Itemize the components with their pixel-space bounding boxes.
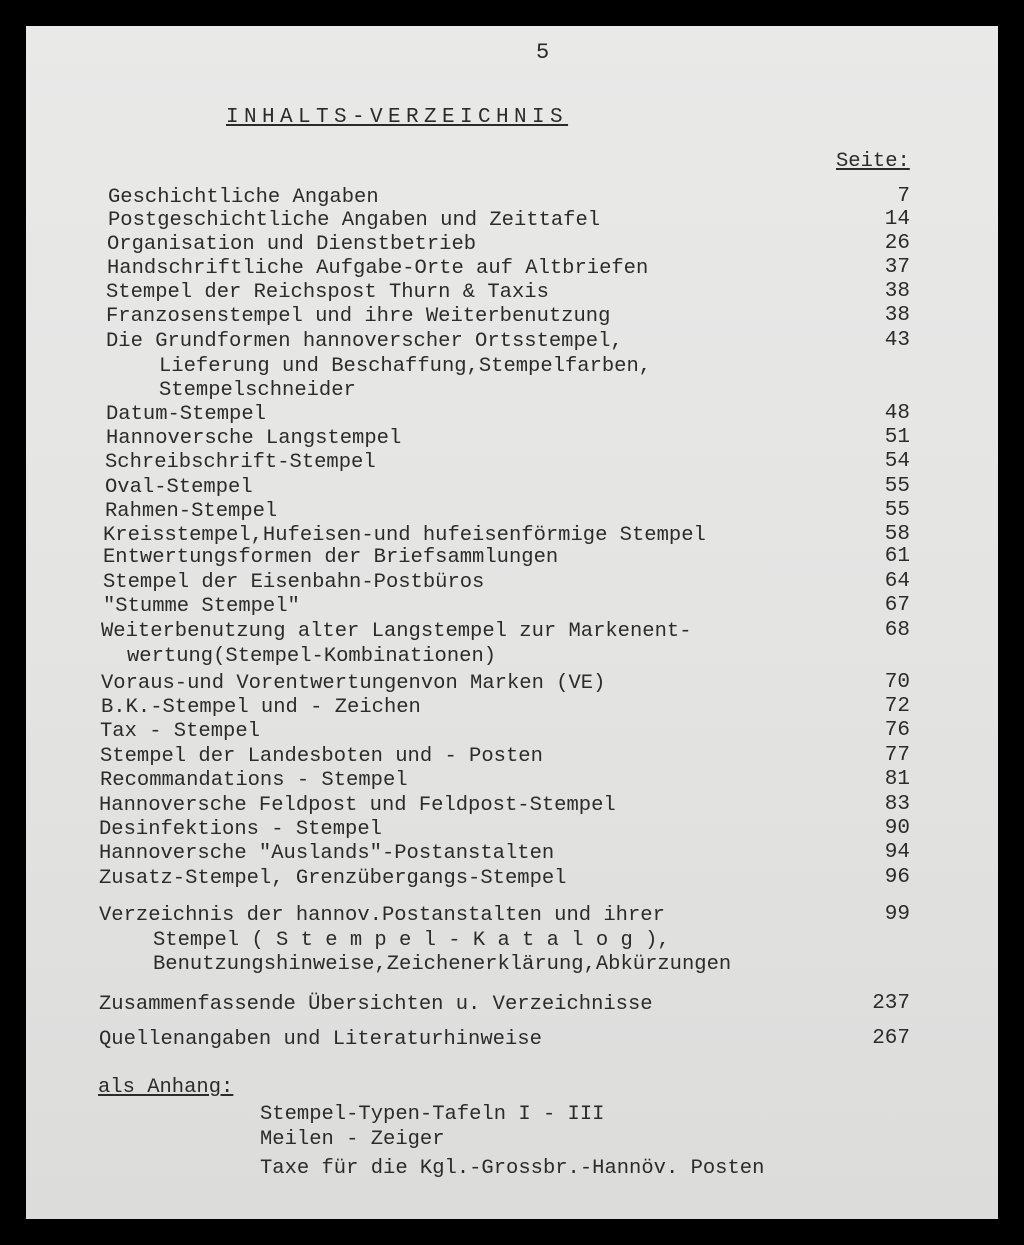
appendix-item: Stempel-Typen-Tafeln I - III [260,1103,605,1126]
toc-entry-page: 70 [884,671,910,694]
toc-entry-title: Die Grundformen hannoverscher Ortsstempel, [106,330,623,353]
toc-entry-page: 267 [872,1027,910,1050]
toc-entry-title: Stempel der Landesboten und - Posten [100,745,543,768]
toc-entry-title: Geschichtliche Angaben [108,186,379,209]
toc-entry-continuation: wertung(Stempel-Kombinationen) [127,644,497,668]
toc-entry-page: 14 [884,208,910,231]
toc-entry-page: 37 [884,256,910,279]
page-number: 5 [536,40,550,65]
column-header-seite: Seite: [836,150,910,173]
toc-entry-title: Kreisstempel,Hufeisen-und hufeisenförmige Stempel [103,524,706,547]
toc-entry-title: Datum-Stempel [106,403,266,426]
toc-entry-page: 76 [884,719,910,742]
toc-entry-continuation: Stempel ( S t e m p e l - K a t a l o g ), [153,928,670,952]
toc-entry-title: Rahmen-Stempel [105,500,278,523]
appendix-item: Taxe für die Kgl.-Grossbr.-Hannöv. Posten [260,1157,765,1180]
toc-entry-page: 48 [884,402,910,425]
document-page [26,26,998,1219]
toc-entry-title: Schreibschrift-Stempel [105,451,376,474]
toc-entry-title: Verzeichnis der hannov.Postanstalten und ihrer [99,904,665,927]
toc-entry-title: Franzosenstempel und ihre Weiterbenutzung [106,305,611,328]
toc-entry-page: 99 [884,903,910,926]
toc-entry-title: Zusammenfassende Übersichten u. Verzeichnisse [99,993,653,1016]
toc-entry-page: 43 [884,329,910,352]
toc-entry-page: 54 [884,450,910,473]
toc-entry-title: Recommandations - Stempel [100,769,408,792]
toc-entry-title: Voraus-und Vorentwertungenvon Marken (VE) [101,672,606,695]
toc-entry-title: "Stumme Stempel" [103,595,300,618]
toc-entry-title: Hannoversche Langstempel [106,427,402,450]
appendix-item: Meilen - Zeiger [260,1128,445,1151]
toc-entry-page: 55 [884,475,910,498]
toc-entry-page: 26 [884,232,910,255]
toc-entry-title: Oval-Stempel [105,476,253,499]
toc-entry-title: Desinfektions - Stempel [99,818,382,841]
toc-entry-page: 72 [884,695,910,718]
toc-entry-page: 68 [884,619,910,642]
toc-entry-page: 90 [884,817,910,840]
toc-entry-title: Stempel der Reichspost Thurn & Taxis [106,281,549,304]
toc-entry-continuation: Benutzungshinweise,Zeichenerklärung,Abkürzungen [153,953,732,976]
toc-entry-continuation: Stempelschneider [159,379,356,402]
toc-entry-page: 77 [884,744,910,767]
toc-entry-page: 64 [884,570,910,593]
toc-entry-title: Hannoversche Feldpost und Feldpost-Stempel [99,794,616,817]
toc-entry-title: Quellenangaben und Literaturhinweise [99,1028,542,1051]
toc-entry-page: 55 [884,499,910,522]
toc-entry-continuation: Lieferung und Beschaffung,Stempelfarben, [159,354,652,378]
toc-entry-page: 67 [884,594,910,617]
toc-entry-page: 58 [884,523,910,546]
toc-entry-title: Organisation und Dienstbetrieb [107,233,477,256]
toc-entry-title: Handschriftliche Aufgabe-Orte auf Altbriefen [107,257,649,280]
toc-entry-page: 38 [884,280,910,303]
toc-entry-title: B.K.-Stempel und - Zeichen [101,696,421,719]
toc-entry-page: 237 [872,992,910,1015]
page-title: INHALTS-VERZEICHNIS [226,106,569,129]
toc-entry-title: Weiterbenutzung alter Langstempel zur Markenent- [101,620,692,643]
toc-entry-page: 81 [884,768,910,791]
toc-entry-page: 61 [884,545,910,568]
toc-entry-title: Hannoversche "Auslands"-Postanstalten [99,842,555,865]
toc-entry-title: Stempel der Eisenbahn-Postbüros [103,571,485,594]
appendix-label: als Anhang: [98,1076,234,1099]
toc-entry-page: 83 [884,793,910,816]
toc-entry-page: 51 [884,426,910,449]
toc-entry-page: 96 [884,866,910,889]
toc-entry-page: 94 [884,841,910,864]
toc-entry-page: 38 [884,304,910,327]
toc-entry-title: Zusatz-Stempel, Grenzübergangs-Stempel [99,867,567,890]
toc-entry-title: Postgeschichtliche Angaben und Zeittafel [108,209,601,232]
toc-entry-page: 7 [897,185,910,208]
toc-entry-title: Entwertungsformen der Briefsammlungen [103,546,559,569]
toc-entry-title: Tax - Stempel [100,720,260,743]
